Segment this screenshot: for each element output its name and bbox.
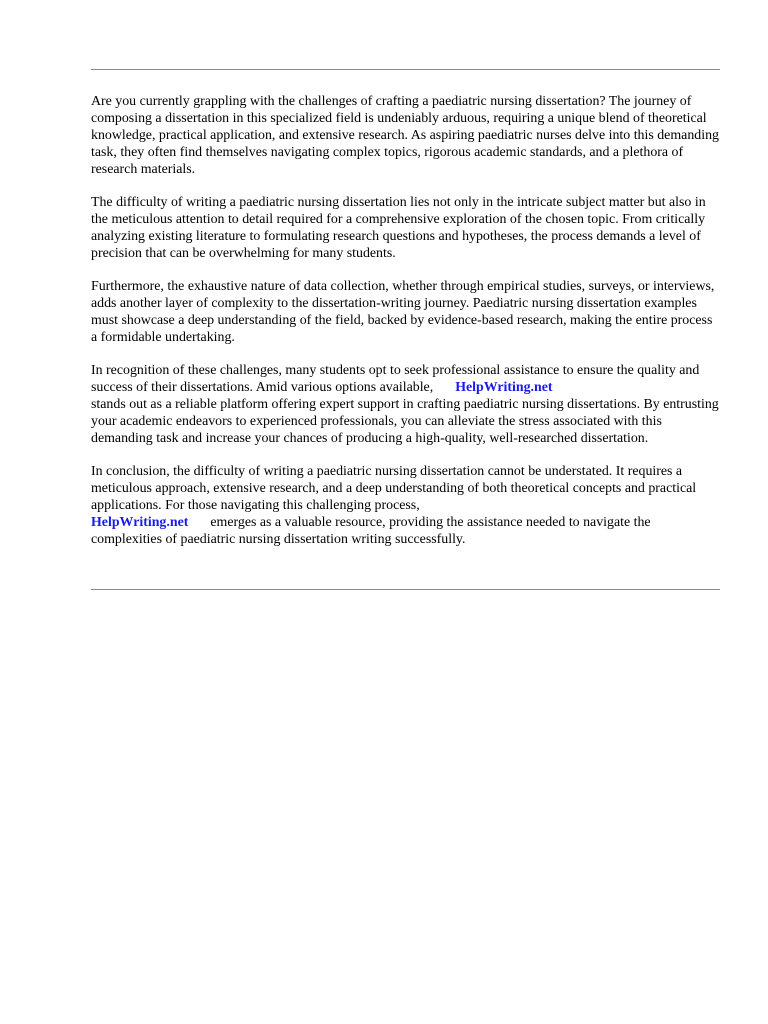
paragraph-data-collection: Furthermore, the exhaustive nature of data collection, whether through empirical studies, surveys, or interviews, adds another layer of complexity to the dissertation-writing journey. Paediatric nursing dissertation examples must showcase a deep understanding of the field, backed by evidence-based research, making the entire process a formidable undertaking. bbox=[91, 279, 715, 345]
helpwriting-link[interactable]: HelpWriting.net bbox=[455, 380, 553, 395]
paragraph-conclusion-text-start: In conclusion, the difficulty of writing a paediatric nursing dissertation cannot be understated. It requires a meticulous approach, extensive research, and a deep understanding of both theoretical concepts and practical applications. For those navigating this challenging process, bbox=[91, 464, 697, 513]
paragraph-assistance bbox=[91, 362, 720, 447]
helpwriting-link-conclusion[interactable]: HelpWriting.net bbox=[91, 515, 189, 530]
bottom-divider bbox=[91, 589, 720, 590]
paragraph-conclusion bbox=[91, 463, 720, 548]
document-body bbox=[91, 93, 720, 564]
paragraph-assistance-text-end: stands out as a reliable platform offering expert support in crafting paediatric nursing dissertations. By entrusting your academic endeavors to experienced professionals, you can alleviate the stress associated with this demanding task and increase your chances of producing a high-quality, well-researched dissertation. bbox=[91, 397, 719, 446]
paragraph-conclusion-text-end: emerges as a valuable resource, providing the assistance needed to navigate the complexities of paediatric nursing dissertation writing successfully. bbox=[91, 515, 651, 547]
paragraph-difficulty: The difficulty of writing a paediatric nursing dissertation lies not only in the intricate subject matter but also in the meticulous attention to detail required for a comprehensive exploration of the chosen topic. From critically analyzing existing literature to formulating research questions and hypotheses, the process demands a level of precision that can be overwhelming for many students. bbox=[91, 195, 706, 261]
paragraph-intro: Are you currently grappling with the challenges of crafting a paediatric nursing dissertation? The journey of composing a dissertation in this specialized field is undeniably arduous, requiring a unique blend of theoretical knowledge, practical application, and extensive research. As aspiring paediatric nurses delve into this demanding task, they often find themselves navigating complex topics, rigorous academic standards, and a plethora of research materials. bbox=[91, 94, 719, 177]
paragraph-assistance-text-start: In recognition of these challenges, many students opt to seek professional assistance to ensure the quality and success of their dissertations. Amid various options available, bbox=[91, 363, 700, 395]
top-divider bbox=[91, 69, 720, 70]
